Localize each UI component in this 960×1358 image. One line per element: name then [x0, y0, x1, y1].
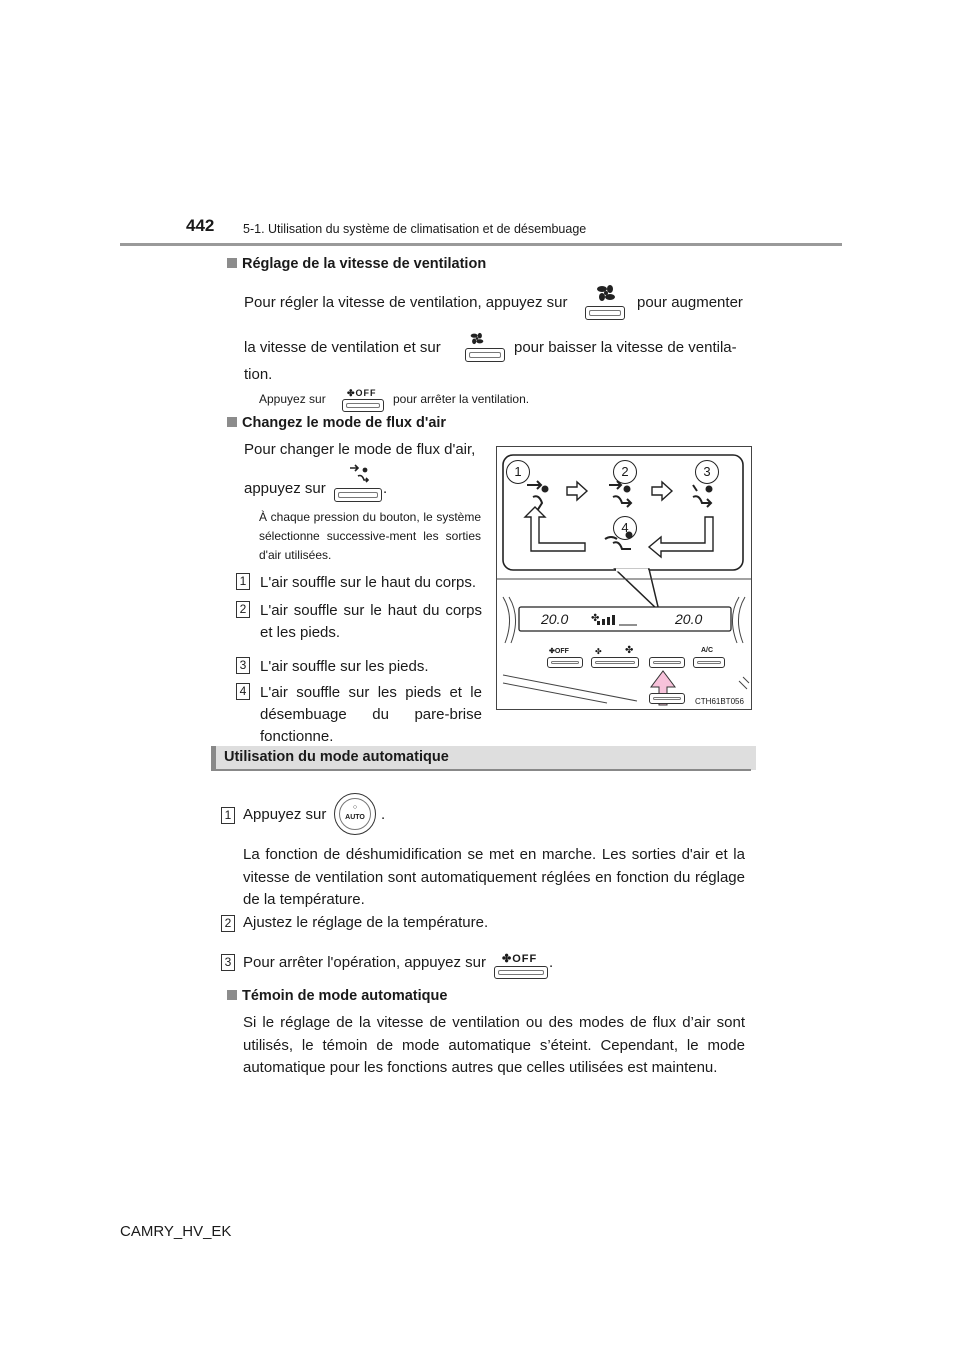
- fan-off-button-icon: [342, 399, 384, 412]
- temp-left-display: 20.0: [541, 611, 569, 627]
- panel-ac-label: A/C: [701, 647, 714, 654]
- step-1-text-a: Appuyez sur: [243, 806, 327, 823]
- list-item: 3 L'air souffle sur les pieds.: [236, 656, 484, 678]
- fan-up-button-icon: [585, 306, 625, 320]
- panel-fan-down-icon: ✤: [595, 647, 602, 656]
- list-item: 1 L'air souffle sur le haut du corps.: [236, 572, 484, 594]
- auto-indicator-heading: Témoin de mode automatique: [227, 988, 447, 1004]
- panel-fan-button: [591, 657, 639, 668]
- airflow-mode-button-icon: [334, 488, 382, 502]
- mode-4-marker: 4: [613, 516, 637, 540]
- header-rule: [120, 243, 842, 246]
- figure-code: CTH61BT056: [695, 697, 744, 706]
- step-3-text-b: .: [549, 954, 554, 971]
- auto-label: AUTO: [345, 814, 365, 821]
- mode-3-marker: 3: [695, 460, 719, 484]
- airflow-note: À chaque pression du bouton, le système sélectionne successive-ment les sorties d'air utilisées.: [259, 510, 481, 562]
- section-title: 5-1. Utilisation du système de climatisation et de désembuage: [243, 222, 587, 236]
- fan-speed-text-1b: pour augmenter: [637, 294, 743, 311]
- step-2-number: 2: [221, 915, 235, 932]
- auto-mode-title: Utilisation du mode automatique: [224, 749, 449, 765]
- auto-button-icon: [334, 793, 376, 835]
- fan-off-note-a: Appuyez sur: [259, 392, 326, 406]
- bullet-square: [227, 258, 237, 268]
- step-3-text-a: Pour arrêter l'opération, appuyez sur: [243, 954, 486, 971]
- step-3-off-label: ✤OFF: [502, 953, 538, 965]
- step-1-description: La fonction de déshumidification se met en marche. Les sorties d'air et la vitesse de ventilation sont automatiquement réglées en fonction du réglage de la température.: [243, 846, 745, 908]
- footer-model: CAMRY_HV_EK: [120, 1223, 232, 1240]
- panel-mode-button: [649, 657, 685, 668]
- panel-off-label: ✤OFF: [549, 648, 569, 655]
- mode-2-marker: 2: [613, 460, 637, 484]
- fan-speed-text-1a: Pour régler la vitesse de ventilation, appuyez sur: [244, 294, 568, 311]
- mode-1-marker: 1: [506, 460, 530, 484]
- step-1-text-b: .: [381, 806, 386, 823]
- airflow-heading: Changez le mode de flux d'air: [227, 415, 446, 431]
- panel-ac-button: [693, 657, 725, 668]
- temp-right-display: 20.0: [675, 611, 703, 627]
- fan-off-button-icon: [494, 966, 548, 979]
- fan-speed-text-2b: pour baisser la vitesse de ventila-: [514, 339, 737, 356]
- fan-mini-icon: ✤: [502, 953, 513, 965]
- display-fan-icon: ✤: [591, 613, 600, 624]
- step-1-number: 1: [221, 807, 235, 824]
- panel-off-button: [547, 657, 583, 668]
- panel-fan-up-icon: ✤: [625, 645, 634, 656]
- figure-drawing: [497, 447, 751, 709]
- airflow-text-2: appuyez sur: [244, 480, 326, 497]
- list-item: 2 L'air souffle sur le haut du corps et les pieds.: [236, 600, 484, 654]
- page-number: 442: [186, 216, 215, 235]
- fan-large-icon: [596, 284, 616, 302]
- section-bar-rule: [211, 769, 751, 771]
- fan-speed-text-2a: la vitesse de ventilation et sur: [244, 339, 441, 356]
- fan-down-button-icon: [465, 348, 505, 362]
- airflow-text-1: Pour changer le mode de flux d'air,: [244, 441, 476, 458]
- airflow-mode-icon: [346, 464, 372, 486]
- climate-panel-figure: [496, 446, 752, 710]
- step-2-text: Ajustez le réglage de la température.: [243, 914, 489, 931]
- fan-small-icon: [470, 332, 484, 345]
- auto-indicator-text: Si le réglage de la vitesse de ventilation ou des modes de flux d’air sont utilisés, le témoin de mode automatique s’éteint. Cependant, le mode automatique pour les fonctions autres que celles utilisées est maintenu.: [243, 1014, 745, 1076]
- fan-off-label: ✤OFF: [347, 388, 377, 398]
- fan-off-note-b: pour arrêter la ventilation.: [393, 392, 530, 406]
- fan-mini-icon: ✤: [347, 388, 356, 398]
- list-item: 4 L'air souffle sur les pieds et le désembuage du pare-brise fonctionne.: [236, 682, 484, 748]
- auto-mode-section-bar: [211, 746, 756, 770]
- fan-speed-heading: Réglage de la vitesse de ventilation: [227, 256, 486, 272]
- bullet-square: [227, 990, 237, 1000]
- step-3-number: 3: [221, 954, 235, 971]
- panel-lower-button: [649, 693, 685, 704]
- bullet-square: [227, 417, 237, 427]
- auto-indicator-icon: ○: [352, 804, 358, 811]
- airflow-item-list: [236, 572, 484, 748]
- fan-speed-text-3: tion.: [244, 366, 273, 383]
